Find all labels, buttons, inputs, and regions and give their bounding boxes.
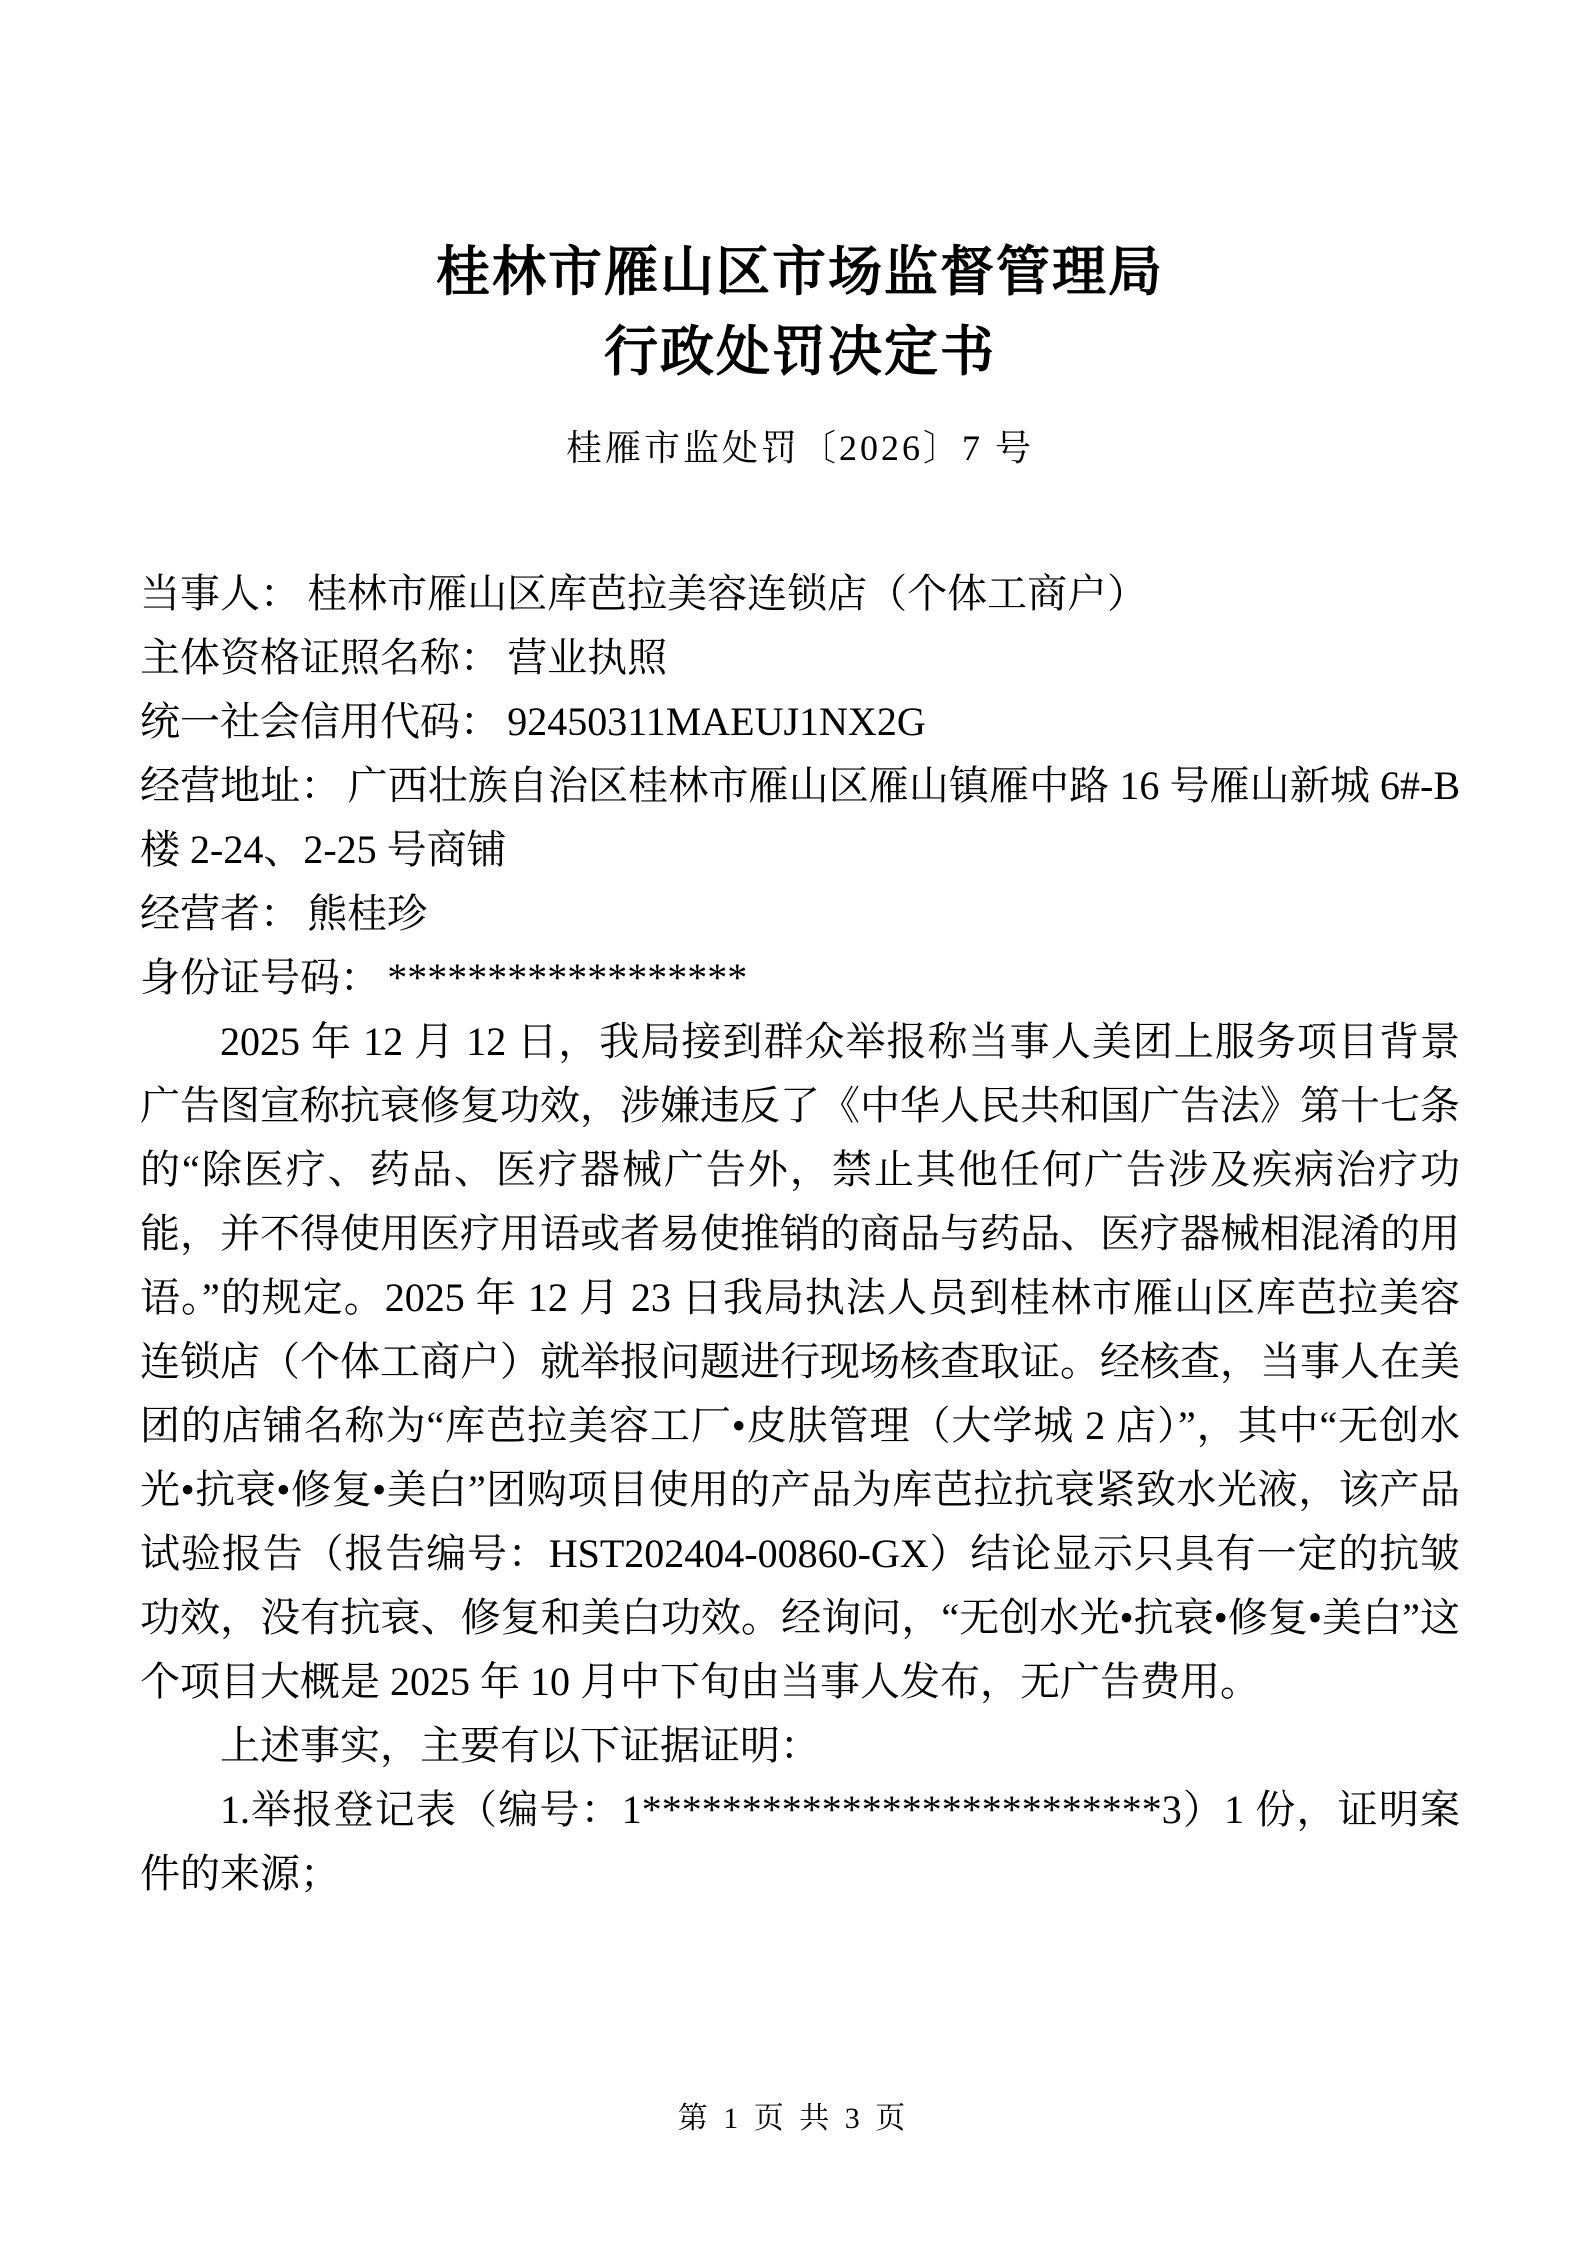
field-value: 广西壮族自治区桂林市雁山区雁山镇雁中路 16 号雁山新城 6#-B 楼 2-24、2-25 号商铺 [140, 763, 1461, 872]
field-label: 主体资格证照名称： [140, 635, 500, 680]
field-label: 身份证号码： [140, 955, 380, 1000]
field-label: 当事人： [140, 571, 300, 616]
field-row-license-name [140, 626, 1460, 690]
field-value: 营业执照 [507, 635, 668, 680]
title-line-1: 桂林市雁山区市场监督管理局 [436, 242, 1164, 302]
field-row-party [140, 562, 1460, 626]
field-value: 桂林市雁山区库芭拉美容连锁店（个体工商户） [307, 571, 1148, 616]
field-value: ****************** [387, 955, 748, 1000]
field-row-id-number [140, 946, 1460, 1010]
body-paragraph-evidence-item-1: 1.举报登记表（编号：1**************************3）1 份，证明案件的来源； [140, 1787, 1460, 1896]
document-body [140, 562, 1460, 1906]
body-paragraph-evidence-intro: 上述事实，主要有以下证据证明： [220, 1723, 820, 1768]
doc-number: 桂雁市监处罚〔2026〕7 号 [565, 428, 1034, 468]
field-value: 92450311MAEUJ1NX2G [507, 699, 926, 744]
document-title [140, 0, 1460, 392]
field-label: 统一社会信用代码： [140, 699, 500, 744]
field-row-operator [140, 882, 1460, 946]
field-label: 经营者： [140, 891, 300, 936]
title-line-2: 行政处罚决定书 [604, 322, 996, 382]
field-value: 熊桂珍 [307, 891, 428, 936]
field-row-credit-code [140, 690, 1460, 754]
body-paragraph-facts: 2025 年 12 月 12 日，我局接到群众举报称当事人美团上服务项目背景广告图宣称抗衰修复功效，涉嫌违反了《中华人民共和国广告法》第十七条的“除医疗、药品、医疗器械广告外，禁止其他任何广告涉及疾病治疗功能，并不得使用医疗用语或者易使推销的商品与药品、医疗器械相混淆的用语。”的规定。2025 年 12 月 23 日我局执法人员到桂林市雁山区库芭拉美容连锁店（个体工商户）就举报问题进行现场核查取证。经核查，当事人在美团的店铺名称为“库芭拉美容工厂•皮肤管理（大学城 2 店）”，其中“无创水光•抗衰•修复•美白”团购项目使用的产品为库芭拉抗衰紧致水光液，该产品试验报告（报告编号：HST202404-00860-GX）结论显示只具有一定的抗皱功效，没有抗衰、修复和美白功效。经询问，“无创水光•抗衰•修复•美白”这个项目大概是 2025 年 10 月中下旬由当事人发布，无广告费用。 [140, 1019, 1460, 1704]
field-row-address [140, 754, 1460, 882]
page-footer: 第 1 页 共 3 页 [677, 2102, 910, 2135]
field-label: 经营地址： [140, 763, 341, 808]
